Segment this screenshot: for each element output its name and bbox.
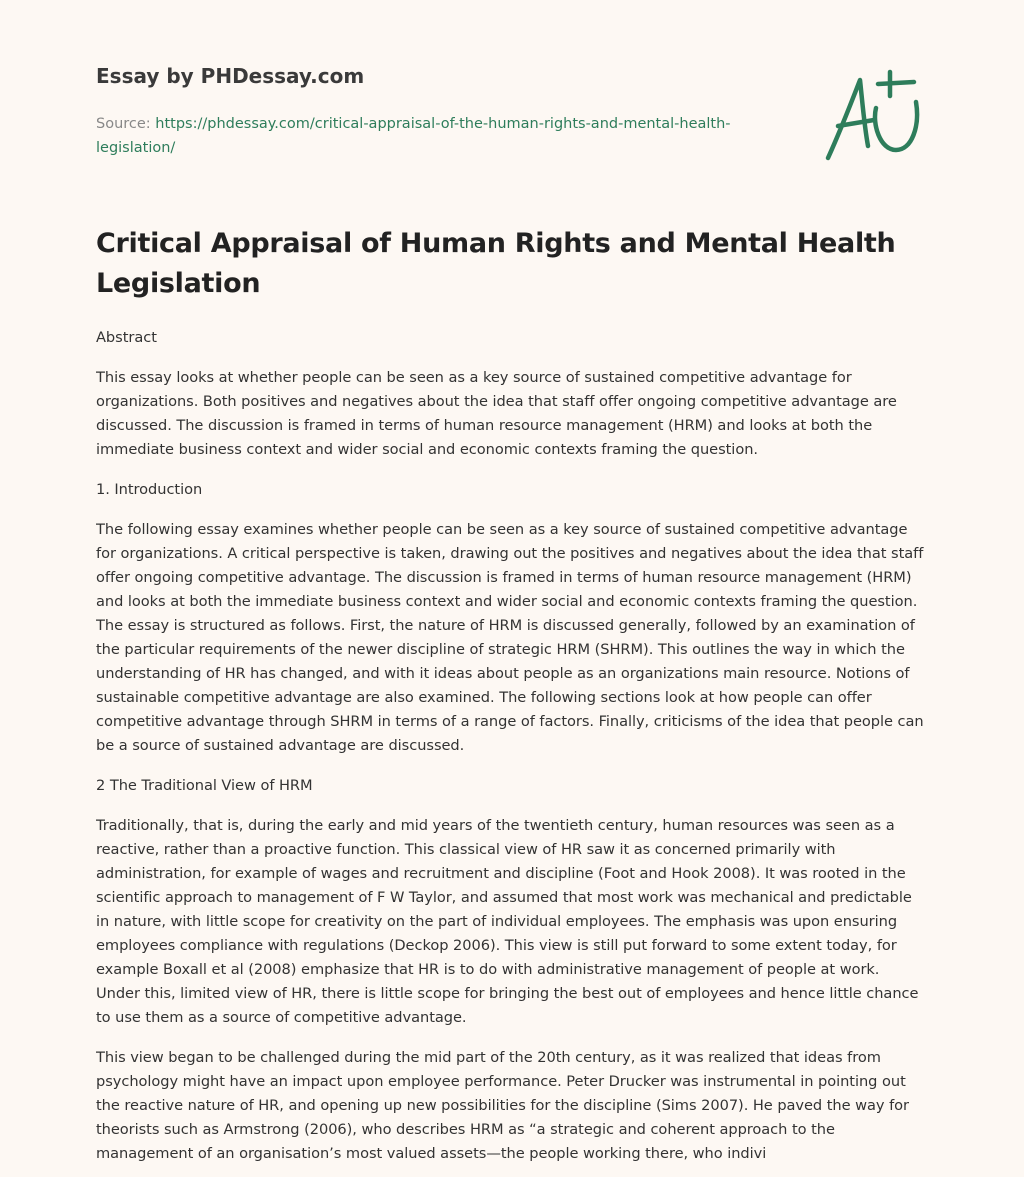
body-paragraph: This essay looks at whether people can be seen as a key source of sustained competitive advantage for organizations. Both positives and negatives about the idea that staff offer ongoing competitive advantage are discussed. The discussion is framed in terms of human resource management (HRM) and looks at both the immediate business context and wider social and economic contexts framing the question. bbox=[96, 369, 897, 458]
body-paragraph: The following essay examines whether people can be seen as a key source of sustained competitive advantage for organizations. A critical perspective is taken, drawing out the positives and negatives about the idea that staff offer ongoing competitive advantage. The discussion is framed in terms of human resource management (HRM) and looks at both the immediate business context and wider social and economic contexts framing the question. The essay is structured as follows. First, the nature of HRM is discussed generally, followed by an examination of the particular requirements of the newer discipline of strategic HRM (SHRM). This outlines the way in which the understanding of HR has changed, and with it ideas about people as an organizations main resource. Notions of sustainable competitive advantage are also examined. The following sections look at how people can offer competitive advantage through SHRM in terms of a range of factors. Finally, criticisms of the idea that people can be a source of sustained advantage are discussed. bbox=[96, 521, 924, 754]
section-heading: Abstract bbox=[96, 329, 157, 346]
section-heading: 1. Introduction bbox=[96, 481, 203, 498]
source-link[interactable]: https://phdessay.com/critical-appraisal-of-the-human-rights-and-mental-health-legislation/ bbox=[96, 116, 731, 156]
source-line bbox=[96, 112, 776, 160]
a-plus-logo-icon bbox=[816, 66, 928, 166]
body-paragraph: This view began to be challenged during the mid part of the 20th century, as it was realized that ideas from psychology might have an impact upon employee performance. Peter Drucker was instrumental in pointing out the reactive nature of HR, and opening up new possibilities for the discipline (Sims 2007). He paved the way for theorists such as Armstrong (2006), who describes HRM as “a strategic and coherent approach to the management of an organisation’s most valued assets—the people working there, who indivi bbox=[96, 1049, 909, 1162]
essay-title: Critical Appraisal of Human Rights and Mental Health Legislation bbox=[96, 228, 896, 299]
section-heading: 2 The Traditional View of HRM bbox=[96, 777, 313, 794]
essay-body bbox=[96, 326, 926, 1172]
body-paragraph: Traditionally, that is, during the early and mid years of the twentieth century, human resources was seen as a reactive, rather than a proactive function. This classical view of HR saw it as concerned primarily with administration, for example of wages and recruitment and discipline (Foot and Hook 2008). It was rooted in the scientific approach to management of F W Taylor, and assumed that most work was mechanical and predictable in nature, with little scope for creativity on the part of individual employees. The emphasis was upon ensuring employees compliance with regulations (Deckop 2006). This view is still put forward to some extent today, for example Boxall et al (2008) emphasize that HR is to do with administrative management of people at work. Under this, limited view of HR, there is little scope for bringing the best out of employees and hence little chance to use them as a source of competitive advantage. bbox=[96, 817, 919, 1026]
site-title: Essay by PHDessay.com bbox=[96, 64, 365, 88]
source-label: Source: bbox=[96, 116, 151, 132]
